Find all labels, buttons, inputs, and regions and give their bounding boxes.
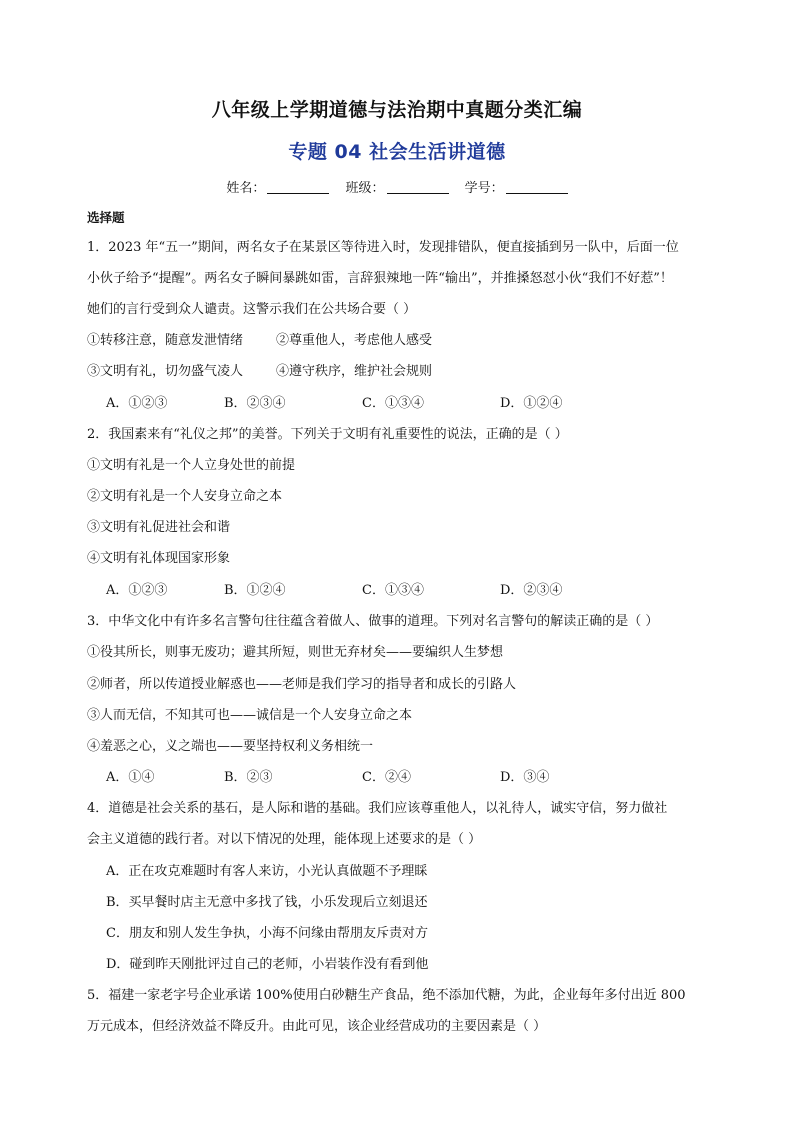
q4-stem-line: 会主义道德的践行者。对以下情况的处理，能体现上述要求的是（ ）: [87, 832, 482, 847]
class-field: [345, 177, 448, 196]
student-info-line: [0, 177, 794, 196]
option-d: D．碰到昨天刚批评过自己的老师，小岩装作没有看到他: [106, 957, 429, 972]
option-d: D．③④: [500, 770, 550, 785]
q5-stem-line: 5．福建一家老字号企业承诺 100%使用白砂糖生产食品，绝不添加代糖，为此，企业每年多付出近 800: [87, 988, 686, 1003]
class-label: 班级：: [345, 181, 385, 196]
student-id-label: 学号：: [464, 181, 504, 196]
option-c: C．①③④: [362, 583, 424, 598]
option-d: D．①②④: [500, 396, 563, 411]
q4-stem-line: 4．道德是社会关系的基石，是人际和谐的基础。我们应该尊重他人，以礼待人，诚实守信，努力做社: [87, 801, 668, 816]
option-b: B．②③④: [224, 396, 286, 411]
option-c: C．朋友和别人发生争执，小海不问缘由帮朋友斥责对方: [106, 926, 428, 941]
student-id-field: [465, 177, 568, 196]
option-a: A．①④: [106, 770, 155, 785]
q1-stem-line: 1．2023 年“五一”期间，两名女子在某景区等待进入时，发现排错队，便直接插到另一队中，后面一位: [87, 240, 679, 255]
name-blank: [267, 181, 329, 194]
q3-item-line: ③人而无信，不知其可也——诚信是一个人安身立命之本: [87, 708, 413, 723]
q3-item-line: ②师者，所以传道授业解惑也——老师是我们学习的指导者和成长的引路人: [87, 677, 517, 692]
q2-item-line: ③文明有礼促进社会和谐: [87, 520, 231, 535]
q3-stem-line: 3．中华文化中有许多名言警句往往蕴含着做人、做事的道理。下列对名言警句的解读正确的是（ ）: [87, 614, 659, 629]
document-title: 八年级上学期道德与法治期中真题分类汇编: [211, 99, 583, 121]
q1-stem-line: 她们的言行受到众人谴责。这警示我们在公共场合要（ ）: [87, 302, 417, 317]
option-c: C．②④: [362, 770, 411, 785]
option-d: D．②③④: [500, 583, 563, 598]
option-b: B．②③: [224, 770, 273, 785]
topic-subtitle: 专题 04 社会生活讲道德: [288, 141, 506, 163]
option-b: B．①②④: [224, 583, 286, 598]
option-b: B．买早餐时店主无意中多找了钱，小乐发现后立刻退还: [106, 895, 428, 910]
q3-item-line: ①役其所长，则事无废功；避其所短，则世无弃材矣——要编织人生梦想: [87, 645, 504, 660]
class-blank: [387, 181, 449, 194]
q2-item-line: ④文明有礼体现国家形象: [87, 551, 231, 566]
q2-stem-line: 2．我国素来有“礼仪之邦”的美誉。下列关于文明有礼重要性的说法，正确的是（ ）: [87, 427, 568, 442]
q1-item-line: ③文明有礼，切勿盛气凌人 ④遵守秩序，维护社会规则: [87, 364, 433, 379]
option-a: A．正在攻克难题时有客人来访，小光认真做题不予理睬: [106, 864, 428, 879]
option-a: A．①②③: [106, 583, 168, 598]
option-c: C．①③④: [362, 396, 424, 411]
name-label: 姓名：: [226, 181, 266, 196]
section-heading: 选择题: [87, 210, 125, 225]
q1-stem-line: 小伙子给予“提醒”。两名女子瞬间暴跳如雷，言辞狠辣地一阵“输出”，并推搡怒怼小伙“我们不好惹”！: [87, 271, 673, 286]
q3-item-line: ④羞恶之心，义之端也——要坚持权利义务相统一: [87, 739, 374, 754]
name-field: [226, 177, 329, 196]
option-a: A．①②③: [106, 396, 168, 411]
q1-item-line: ①转移注意，随意发泄情绪 ②尊重他人，考虑他人感受: [87, 333, 433, 348]
q2-item-line: ①文明有礼是一个人立身处世的前提: [87, 458, 296, 473]
student-id-blank: [506, 181, 568, 194]
q2-item-line: ②文明有礼是一个人安身立命之本: [87, 489, 283, 504]
q5-stem-line: 万元成本，但经济效益不降反升。由此可见，该企业经营成功的主要因素是（ ）: [87, 1019, 547, 1034]
